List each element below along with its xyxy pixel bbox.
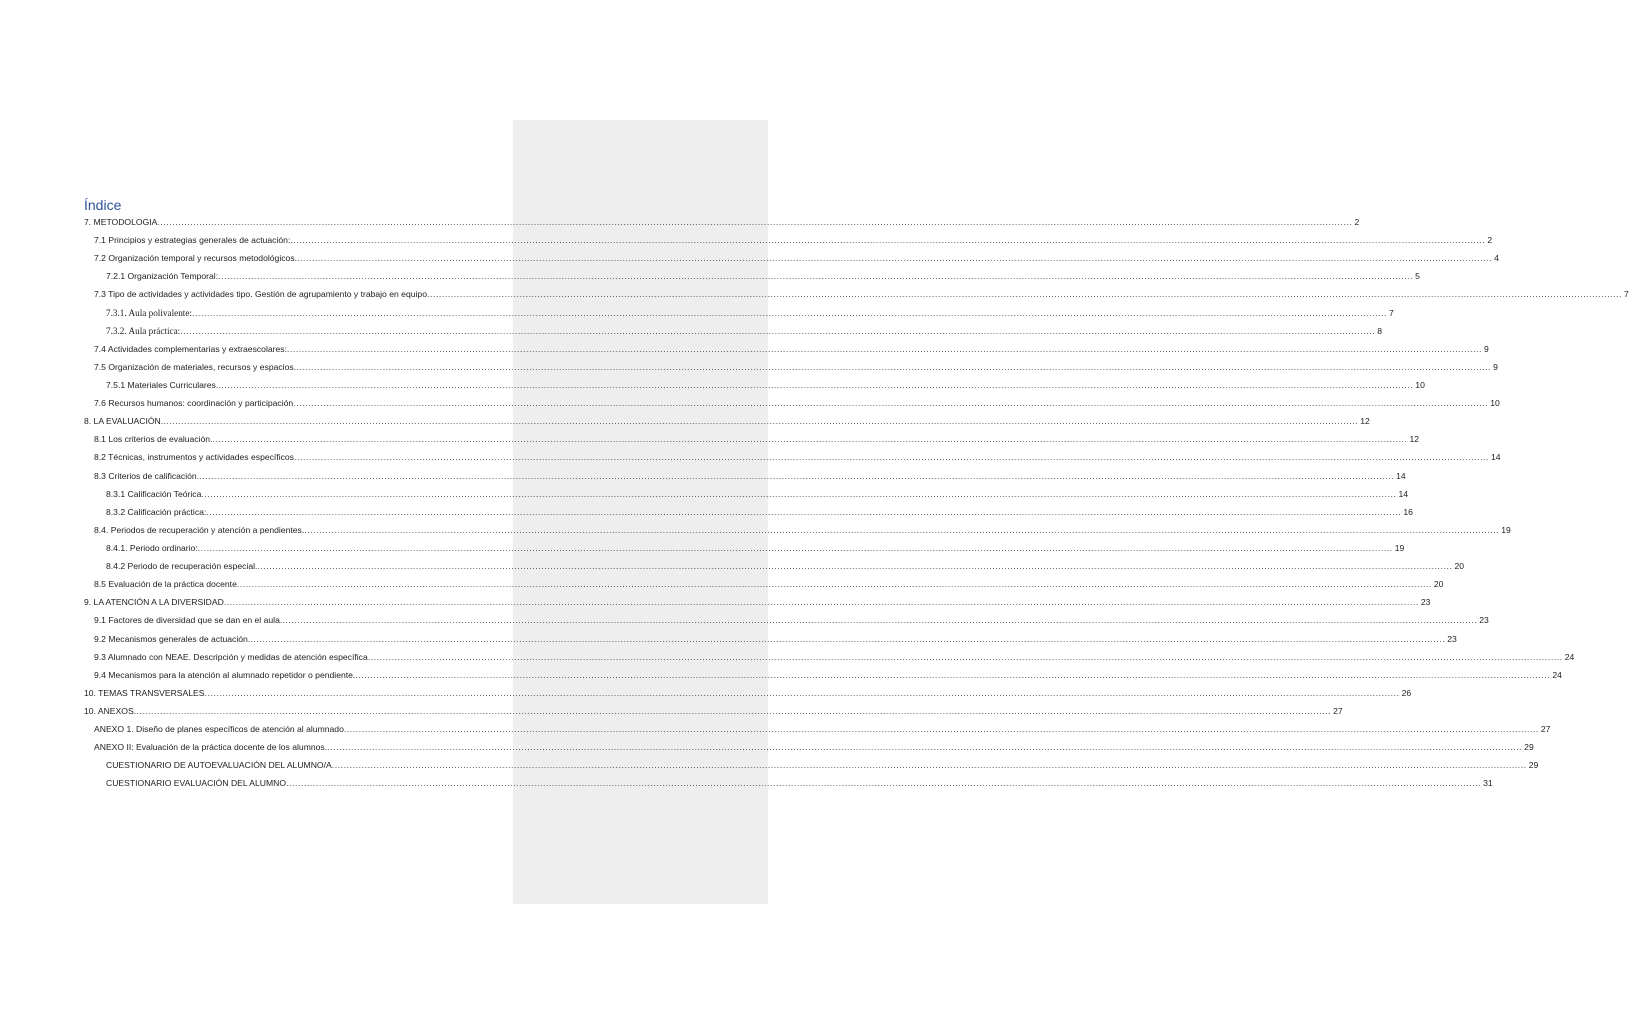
toc-entry[interactable]: [84, 376, 1425, 394]
toc-entry-text: 7.3.2. Aula práctica:: [106, 325, 181, 336]
toc-entry-page: 2: [1354, 217, 1360, 228]
toc-entry[interactable]: [84, 394, 1500, 412]
toc-entry-page: 27: [1540, 724, 1551, 735]
toc-entry-page: 23: [1479, 615, 1489, 626]
toc-leader-dots: ................................................................................................................................................................................................................................................................................................................................................................................................................: [223, 597, 1419, 608]
toc-entry[interactable]: [84, 756, 1539, 774]
toc-leader-dots: ................................................................................................................................................................................................................................................................................................................................................................................................................: [180, 325, 1376, 336]
toc-entry[interactable]: [84, 611, 1489, 629]
toc-entry-text: CUESTIONARIO EVALUACIÓN DEL ALUMNO: [106, 778, 287, 789]
toc-entry-page: 10: [1490, 398, 1500, 409]
toc-leader-dots: ................................................................................................................................................................................................................................................................................................................................................................................................................: [163, 416, 1359, 427]
toc-entry-page: 24: [1552, 669, 1562, 680]
toc-leader-dots: ................................................................................................................................................................................................................................................................................................................................................................................................................: [282, 615, 1478, 626]
toc-entry[interactable]: [84, 467, 1406, 485]
toc-entry-text: 8. LA EVALUACIÓN.: [84, 416, 164, 427]
toc-entry[interactable]: [84, 575, 1444, 593]
toc-entry-page: 20: [1433, 579, 1444, 590]
toc-entry-text: 7.2 Organización temporal y recursos metodológicos.: [94, 253, 298, 264]
toc-entry[interactable]: [84, 231, 1493, 249]
toc-leader-dots: ................................................................................................................................................................................................................................................................................................................................................................................................................: [204, 687, 1400, 698]
toc-entry[interactable]: [84, 738, 1534, 756]
toc-entry-text: 7.6 Recursos humanos: coordinación y participación: [94, 398, 294, 409]
toc-entry[interactable]: [84, 285, 1629, 303]
toc-title: Índice: [84, 197, 122, 213]
toc-entry[interactable]: [84, 267, 1420, 285]
toc-leader-dots: ................................................................................................................................................................................................................................................................................................................................................................................................................: [293, 398, 1489, 409]
toc-entry[interactable]: [84, 448, 1501, 466]
toc-entry-text: ANEXO II: Evaluación de la práctica docente de los alumnos.: [94, 742, 328, 753]
toc-leader-dots: ................................................................................................................................................................................................................................................................................................................................................................................................................: [192, 307, 1388, 318]
toc-entry-page: 7: [1389, 307, 1394, 318]
toc-entry-page: 19: [1394, 543, 1405, 554]
toc-entry-text: 9. LA ATENCIÓN A LA DIVERSIDAD: [84, 597, 224, 608]
toc-entry-text: 8.3.1 Calificación Teórica: [106, 488, 202, 499]
toc-leader-dots: ................................................................................................................................................................................................................................................................................................................................................................................................................: [236, 579, 1432, 590]
toc-entry[interactable]: [84, 213, 1360, 231]
toc-entry-page: 9: [1493, 361, 1498, 372]
toc-entry-page: 8: [1377, 325, 1383, 336]
toc-entry[interactable]: [84, 249, 1499, 267]
toc-entry[interactable]: [84, 702, 1343, 720]
toc-entry-text: 8.4.2 Periodo de recuperación especial.: [106, 561, 258, 572]
toc-entry[interactable]: [84, 521, 1511, 539]
toc-entry-text: 8.3 Criterios de calificación.: [94, 470, 200, 481]
toc-entry[interactable]: [84, 720, 1551, 738]
toc-entry-page: 14: [1491, 452, 1501, 463]
toc-entry-page: 29: [1528, 760, 1539, 771]
toc-entry-text: 8.4. Periodos de recuperación y atención a pendientes.: [94, 524, 305, 535]
toc-entry-page: 7: [1624, 289, 1629, 300]
toc-leader-dots: ................................................................................................................................................................................................................................................................................................................................................................................................................: [218, 271, 1414, 282]
toc-entry[interactable]: [84, 593, 1431, 611]
toc-entry[interactable]: [84, 412, 1370, 430]
toc-leader-dots: ................................................................................................................................................................................................................................................................................................................................................................................................................: [286, 778, 1482, 789]
toc-entry-text: 8.1 Los criterios de evaluación.: [94, 434, 213, 445]
toc-entry[interactable]: [84, 322, 1383, 340]
toc-leader-dots: ................................................................................................................................................................................................................................................................................................................................................................................................................: [327, 742, 1523, 753]
toc-leader-dots: ................................................................................................................................................................................................................................................................................................................................................................................................................: [297, 253, 1493, 264]
toc-entry-page: 14: [1396, 470, 1406, 481]
toc-entry-text: 8.5 Evaluación de la práctica docente: [94, 579, 237, 590]
toc-leader-dots: ................................................................................................................................................................................................................................................................................................................................................................................................................: [286, 343, 1483, 354]
toc-entry-page: 31: [1483, 778, 1493, 789]
toc-entry-text: 8.4.1. Periodo ordinario:: [106, 543, 198, 554]
toc-entry-page: 20: [1454, 561, 1465, 572]
toc-entry[interactable]: [84, 340, 1489, 358]
toc-entry[interactable]: [84, 684, 1412, 702]
toc-entry-text: 7. METODOLOGIA: [84, 217, 158, 228]
toc-entry-text: 10. ANEXOS.: [84, 706, 137, 716]
toc-leader-dots: ................................................................................................................................................................................................................................................................................................................................................................................................................: [290, 235, 1486, 246]
toc-entry-page: 5: [1415, 271, 1420, 282]
toc-entry[interactable]: [84, 503, 1413, 521]
toc-entry-text: 9.2 Mecanismos generales de actuación.: [94, 633, 251, 644]
toc-entry[interactable]: [84, 666, 1562, 684]
toc-entry[interactable]: [84, 774, 1493, 792]
toc-entry-text: 9.4 Mecanismos para la atención al alumnado repetidor o pendiente.: [94, 669, 356, 680]
toc-leader-dots: ................................................................................................................................................................................................................................................................................................................................................................................................................: [426, 289, 1623, 300]
toc-entry-page: 23: [1420, 597, 1431, 608]
toc-leader-dots: ................................................................................................................................................................................................................................................................................................................................................................................................................: [250, 633, 1446, 644]
toc-entry-page: 26: [1401, 687, 1412, 698]
toc-entry[interactable]: [84, 358, 1498, 376]
toc-entry-page: 14: [1398, 488, 1408, 499]
toc-leader-dots: ................................................................................................................................................................................................................................................................................................................................................................................................................: [343, 724, 1539, 735]
toc-entry[interactable]: [84, 630, 1457, 648]
toc-leader-dots: ................................................................................................................................................................................................................................................................................................................................................................................................................: [201, 488, 1397, 499]
toc-entry-text: 9.1 Factores de diversidad que se dan en el aula.: [94, 615, 283, 626]
toc-entry-page: 12: [1360, 416, 1370, 427]
toc-leader-dots: ................................................................................................................................................................................................................................................................................................................................................................................................................: [257, 561, 1453, 572]
toc-entry[interactable]: [84, 430, 1420, 448]
toc-entry[interactable]: [84, 485, 1408, 503]
toc-entry-page: 29: [1524, 742, 1534, 753]
toc-entry-page: 9: [1484, 343, 1489, 354]
toc-leader-dots: ................................................................................................................................................................................................................................................................................................................................................................................................................: [157, 217, 1353, 228]
toc-leader-dots: ................................................................................................................................................................................................................................................................................................................................................................................................................: [206, 506, 1402, 517]
toc-entry-text: ANEXO 1. Diseño de planes específicos de atención al alumnado: [94, 724, 344, 735]
toc-entry-text: CUESTIONARIO DE AUTOEVALUACIÓN DEL ALUMNO/A: [106, 760, 332, 771]
toc-entry-page: 24: [1564, 651, 1575, 662]
toc-entry-page: 16: [1403, 506, 1413, 517]
toc-entry-page: 12: [1409, 434, 1420, 445]
toc-entry-text: 7.3.1. Aula polivalente:: [106, 307, 192, 318]
toc-entry-text: 10. TEMAS TRANSVERSALES: [84, 687, 205, 698]
toc-entry-text: 7.4 Actividades complementarias y extraescolares:: [94, 343, 287, 354]
table-of-contents: [84, 213, 1629, 793]
toc-leader-dots: ................................................................................................................................................................................................................................................................................................................................................................................................................: [355, 669, 1551, 680]
toc-entry-text: 9.3 Alumnado con NEAE. Descripción y medidas de atención específica: [94, 651, 368, 662]
toc-leader-dots: ................................................................................................................................................................................................................................................................................................................................................................................................................: [197, 543, 1393, 554]
toc-entry-page: 19: [1501, 524, 1511, 535]
toc-leader-dots: ................................................................................................................................................................................................................................................................................................................................................................................................................: [293, 452, 1490, 463]
toc-entry-text: 7.5.1 Materiales Curriculares.: [106, 380, 219, 391]
toc-entry-page: 10: [1415, 380, 1425, 391]
toc-leader-dots: ................................................................................................................................................................................................................................................................................................................................................................................................................: [304, 524, 1500, 535]
toc-entry[interactable]: [84, 539, 1405, 557]
toc-leader-dots: ................................................................................................................................................................................................................................................................................................................................................................................................................: [218, 380, 1414, 391]
toc-entry-text: 7.3 Tipo de actividades y actividades tipo. Gestión de agrupamiento y trabajo en equipo: [94, 289, 427, 300]
toc-entry-text: 8.3.2 Calificación práctica:: [106, 506, 207, 517]
toc-entry[interactable]: [84, 648, 1575, 666]
toc-entry-text: 7.5 Organización de materiales, recursos y espacios.: [94, 361, 297, 372]
toc-leader-dots: ................................................................................................................................................................................................................................................................................................................................................................................................................: [199, 470, 1395, 481]
toc-entry-page: 4: [1494, 253, 1499, 264]
toc-leader-dots: ................................................................................................................................................................................................................................................................................................................................................................................................................: [331, 760, 1527, 771]
toc-leader-dots: ................................................................................................................................................................................................................................................................................................................................................................................................................: [367, 651, 1563, 662]
toc-entry-page: 27: [1333, 706, 1343, 716]
toc-leader-dots: ................................................................................................................................................................................................................................................................................................................................................................................................................: [296, 361, 1492, 372]
toc-entry-text: 7.2.1 Organización Temporal:: [106, 271, 219, 282]
toc-entry[interactable]: [84, 557, 1465, 575]
toc-entry-text: 8.2 Técnicas, instrumentos y actividades específicos: [94, 452, 294, 463]
toc-leader-dots: ................................................................................................................................................................................................................................................................................................................................................................................................................: [136, 706, 1332, 716]
toc-entry[interactable]: [84, 304, 1394, 322]
toc-entry-page: 23: [1447, 633, 1457, 644]
toc-leader-dots: ................................................................................................................................................................................................................................................................................................................................................................................................................: [212, 434, 1408, 445]
toc-entry-page: 2: [1487, 235, 1493, 246]
toc-entry-text: 7.1 Principios y estrategias generales de actuación:: [94, 235, 291, 246]
